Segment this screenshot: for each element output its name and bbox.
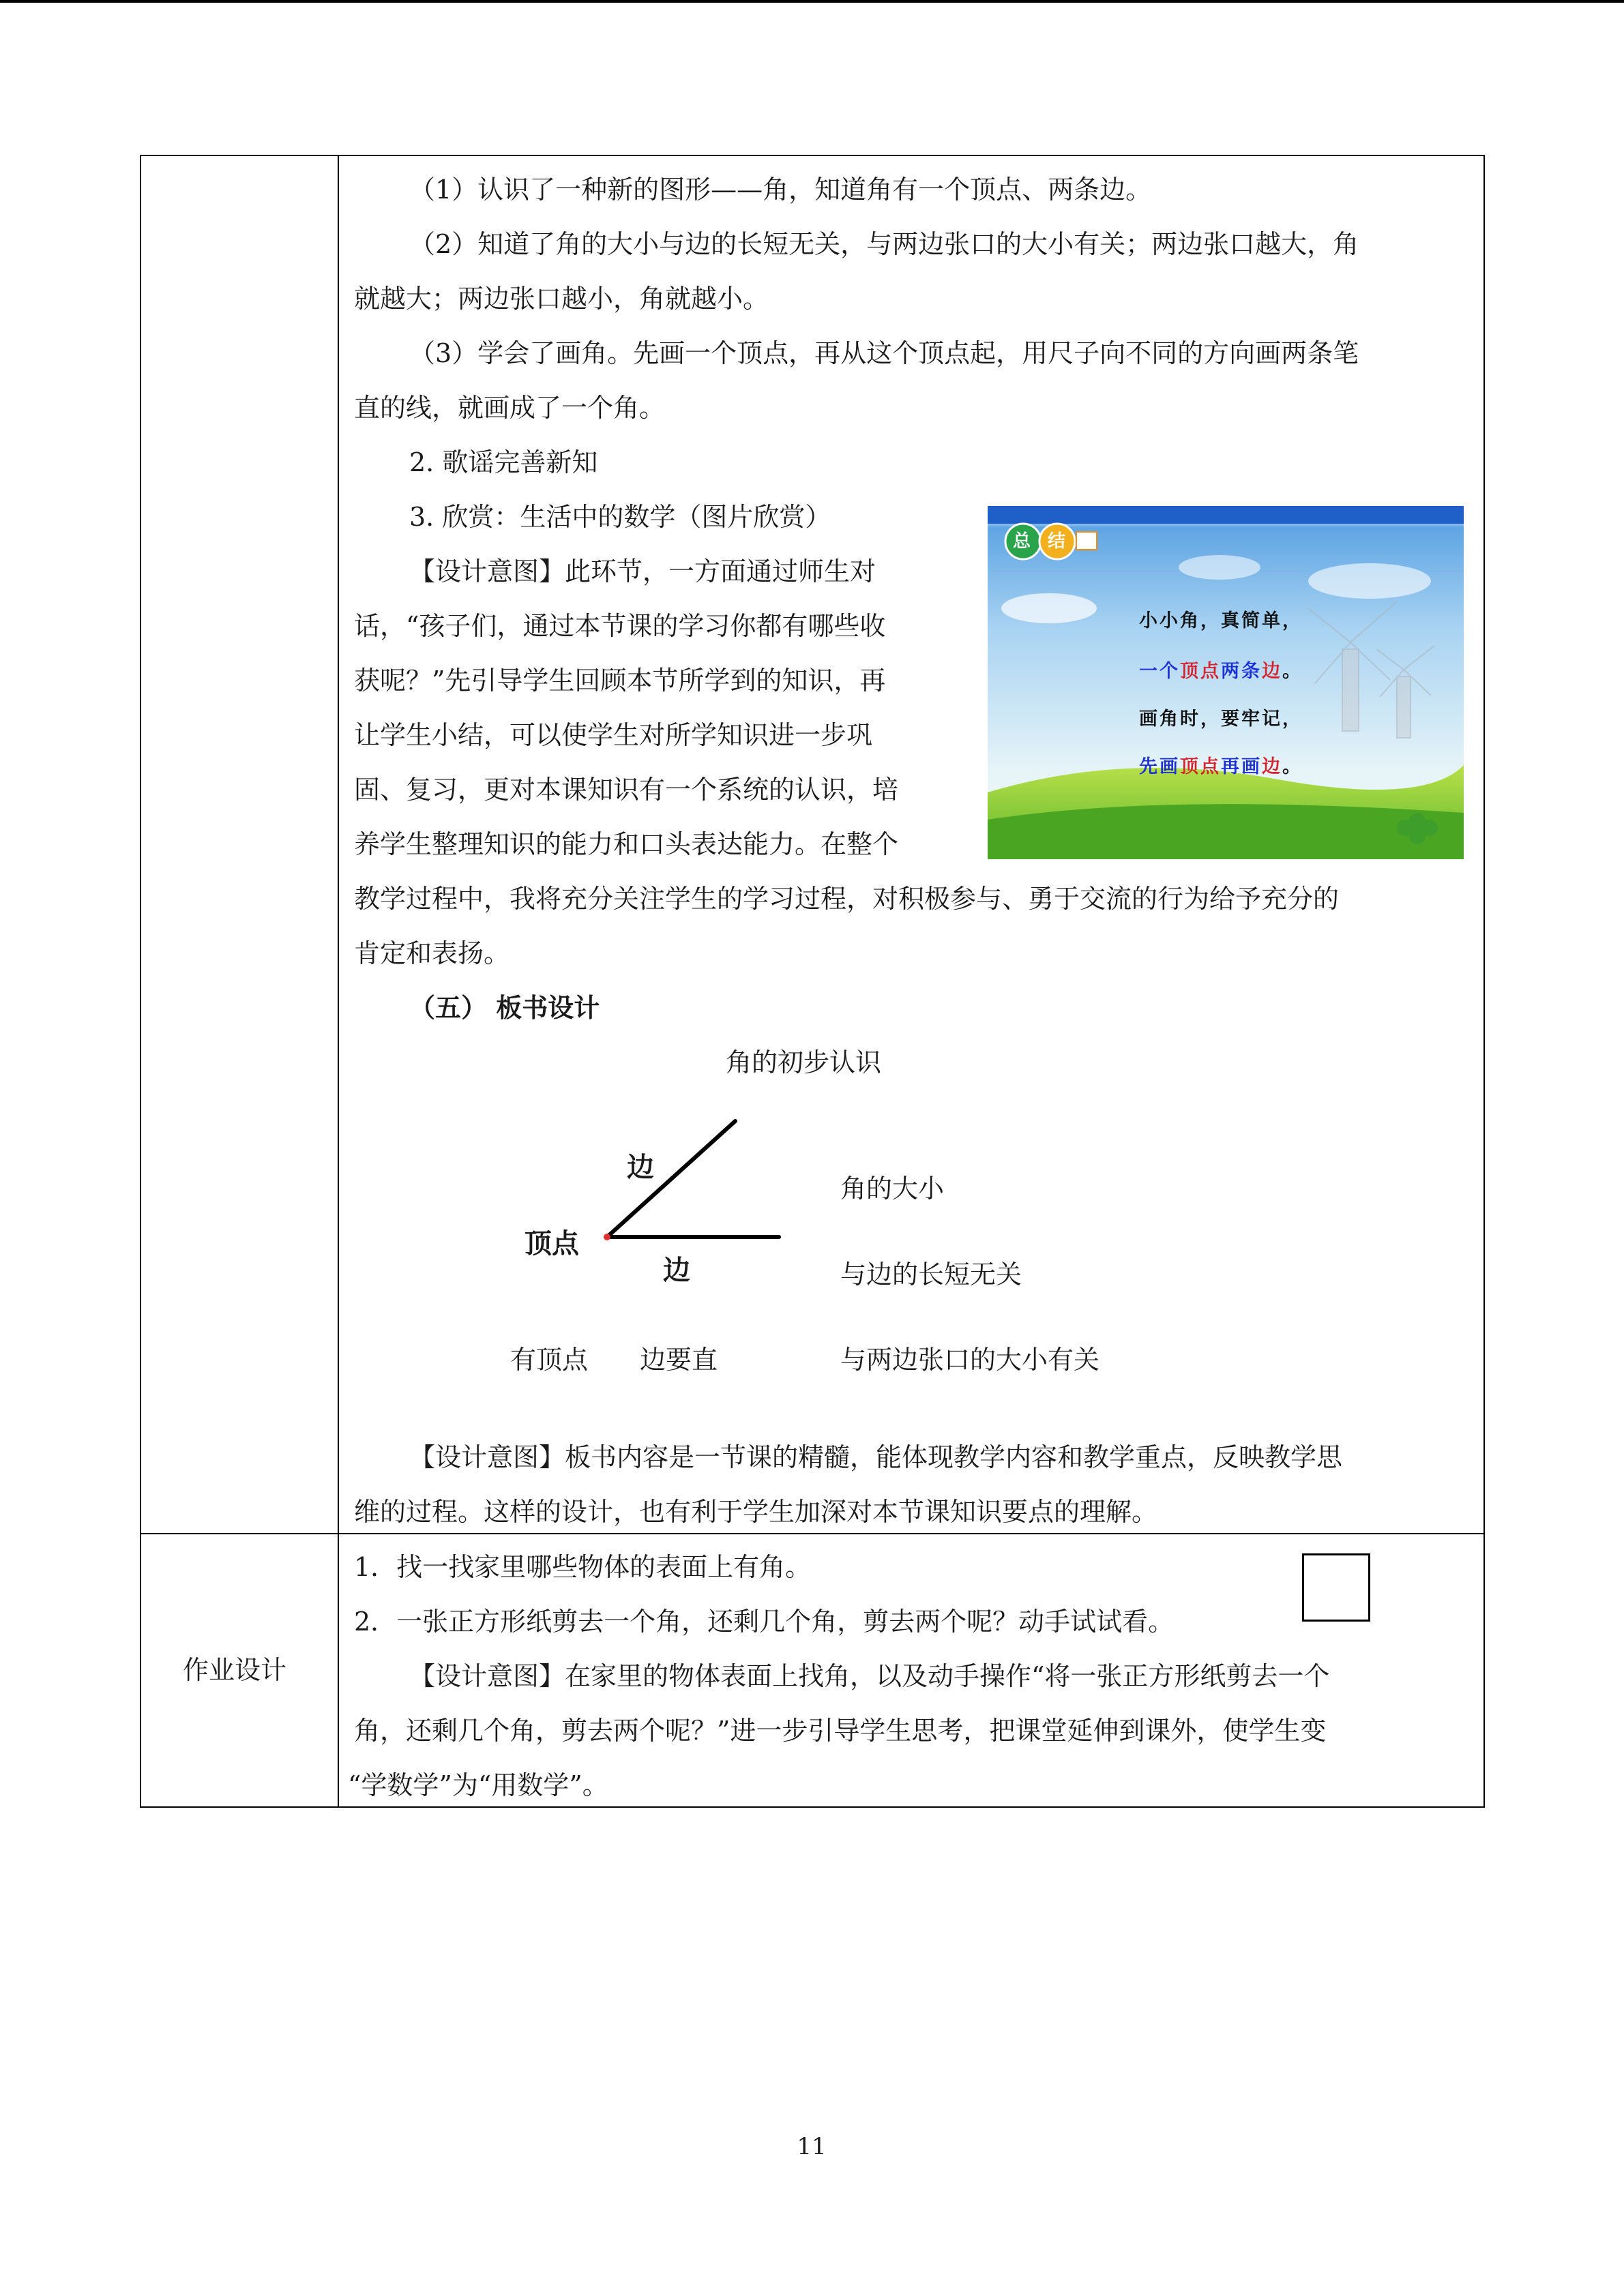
page-number: 11 (797, 2133, 827, 2160)
slide-line-2-part-e: 。 (1282, 661, 1303, 682)
slide-line-2-part-d: 边 (1262, 661, 1282, 682)
board-right-3: 与两边张口的大小有关 (840, 1345, 1100, 1375)
homework-intent-line2: 角，还剩几个角，剪去两个呢？”进一步引导学生思考，把课堂延伸到课外，使学生变 (354, 1716, 1327, 1746)
table-column-divider (338, 155, 339, 1808)
board-bottom-left-1: 有顶点 (510, 1345, 589, 1375)
board-label-edge-top: 边 (627, 1151, 654, 1183)
summary-point-3-line1: （3）学会了画角。先画一个顶点，再从这个顶点起，用尺子向不同的方向画两条笔 (409, 338, 1359, 368)
board-intent-line2: 维的过程。这样的设计，也有利于学生加深对本节课知识要点的理解。 (354, 1497, 1158, 1527)
table-border-right (1483, 155, 1485, 1808)
table-border-bottom (140, 1806, 1485, 1808)
summary-point-3-line2: 直的线，就画成了一个角。 (354, 393, 666, 423)
appreciation-item: 3. 欣赏：生活中的数学（图片欣赏） (409, 502, 831, 532)
homework-intent-line1: 【设计意图】在家里的物体表面上找角，以及动手操作“将一张正方形纸剪去一个 (409, 1661, 1330, 1691)
slide-badge-char-2: 结 (1048, 531, 1068, 552)
slide-line-4-part-a: 先画 (1139, 756, 1180, 777)
intent-summary-line5: 固、复习，更对本课知识有一个系统的认识，培 (354, 775, 899, 805)
summary-point-1: （1）认识了一种新的图形——角，知道角有一个顶点、两条边。 (409, 175, 1152, 205)
board-bottom-left-2: 边要直 (640, 1345, 718, 1375)
intent-summary-line1: 【设计意图】此环节，一方面通过师生对 (409, 556, 876, 586)
intent-summary-line7: 教学过程中，我将充分关注学生的学习过程，对积极参与、勇于交流的行为给予充分的 (354, 884, 1340, 914)
slide-line-2-part-b: 顶点 (1180, 661, 1221, 682)
slide-line-1: 小小角，真简单， (1139, 610, 1303, 631)
intent-summary-line8: 肯定和表扬。 (354, 938, 510, 968)
angle-diagram (593, 1112, 798, 1248)
slide-line-4-part-d: 边 (1262, 756, 1282, 777)
page-top-rule (0, 0, 1624, 3)
intent-summary-line6: 养学生整理知识的能力和口头表达能力。在整个 (354, 829, 899, 859)
intent-summary-line2: 话，“孩子们，通过本节课的学习你都有哪些收 (354, 611, 886, 641)
slide-line-4-part-e: 。 (1282, 756, 1303, 777)
lesson-table (140, 155, 1485, 1808)
board-intent-line1: 【设计意图】板书内容是一节课的精髓，能体现教学内容和教学重点，反映教学思 (409, 1442, 1343, 1472)
table-border-left (140, 155, 141, 1808)
intent-summary-line3: 获呢？”先引导学生回顾本节所学到的知识，再 (354, 666, 886, 696)
slide-line-3: 画角时，要牢记， (1139, 709, 1303, 730)
board-right-1: 角的大小 (840, 1174, 945, 1204)
square-paper-figure (1302, 1553, 1370, 1622)
summary-point-2-line2: 就越大；两边张口越小，角就越小。 (354, 284, 769, 314)
slide-line-4-part-c: 再画 (1221, 756, 1262, 777)
homework-label: 作业设计 (183, 1655, 287, 1685)
table-border-top (140, 155, 1485, 156)
board-title: 角的初步认识 (726, 1047, 882, 1077)
homework-intent-line3: “学数学”为“用数学”。 (348, 1770, 608, 1800)
song-item: 2. 歌谣完善新知 (409, 447, 598, 477)
slide-line-2 (1139, 660, 1303, 683)
summary-point-2-line1: （2）知道了角的大小与边的长短无关，与两边张口的大小有关；两边张口越大，角 (409, 229, 1359, 259)
slide-line-4-part-b: 顶点 (1180, 756, 1221, 777)
slide-line-4 (1139, 756, 1303, 779)
summary-slide-image (988, 506, 1464, 859)
board-label-vertex: 顶点 (525, 1227, 579, 1259)
slide-badge-char-1: 总 (1013, 531, 1033, 552)
board-label-edge-bottom: 边 (663, 1254, 690, 1286)
board-section-title: （五） 板书设计 (409, 992, 600, 1023)
homework-item-1: 1．找一找家里哪些物体的表面上有角。 (354, 1552, 812, 1582)
homework-item-2: 2．一张正方形纸剪去一个角，还剩几个角，剪去两个呢？动手试试看。 (354, 1607, 1175, 1637)
angle-vertex-dot (604, 1234, 610, 1240)
intent-summary-line4: 让学生小结，可以使学生对所学知识进一步巩 (354, 720, 873, 750)
slide-line-2-part-c: 两条 (1221, 661, 1262, 682)
slide-line-2-part-a: 一个 (1139, 661, 1180, 682)
board-right-2: 与边的长短无关 (840, 1259, 1022, 1289)
